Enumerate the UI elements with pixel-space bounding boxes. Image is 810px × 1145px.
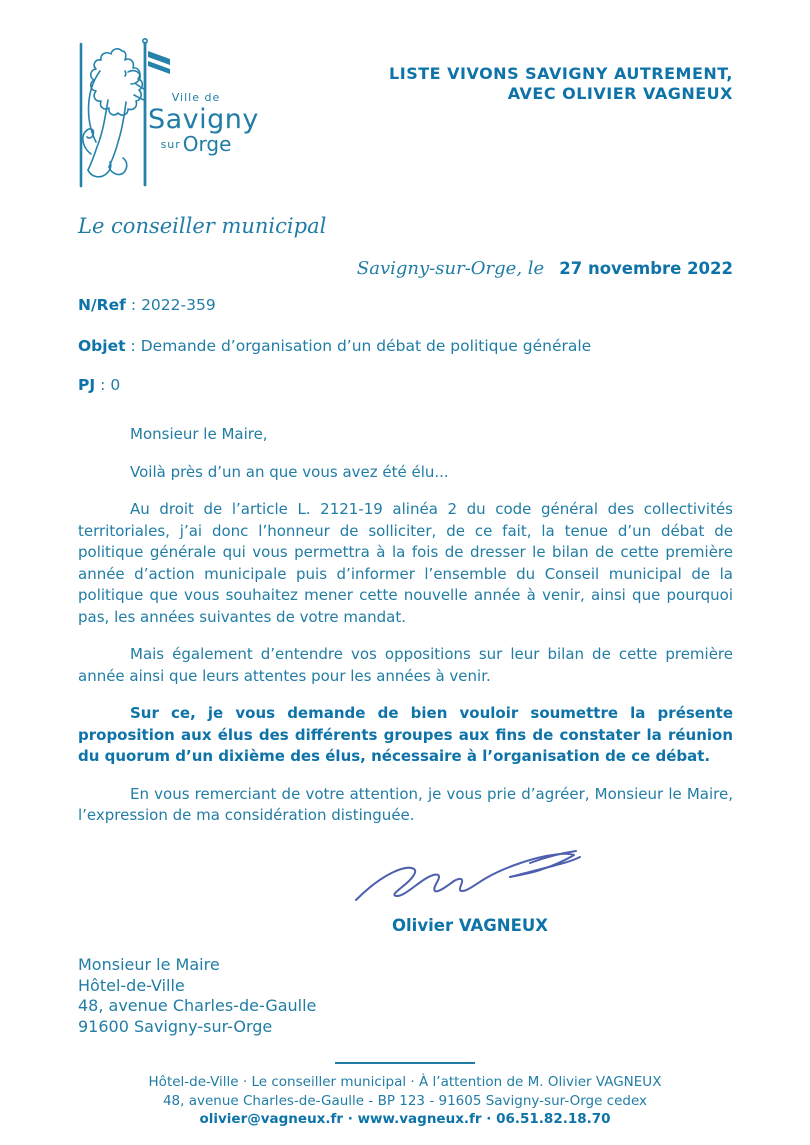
- recipient-line: Monsieur le Maire: [78, 955, 220, 974]
- logo-ville-de: Ville de: [171, 91, 221, 104]
- reference-colon: :: [130, 296, 137, 314]
- logo-orge: Orge: [182, 132, 232, 156]
- recipient-line: Hôtel-de-Ville: [78, 975, 185, 995]
- reference-label: N/Ref: [78, 296, 126, 314]
- logo-savigny: Savigny: [148, 104, 259, 135]
- footer-address-line2: 48, avenue Charles-de-Gaulle - BP 123 - 91605 Savigny-sur-Orge cedex: [162, 1092, 648, 1109]
- paragraph-opposition: Mais également d’entendre vos oppositions sur leur bilan de cette première année ainsi que leurs attentes pour les années à venir.: [78, 645, 733, 685]
- attachments-label: PJ: [78, 376, 96, 394]
- sender-title: Le conseiller municipal: [78, 214, 327, 238]
- attachments-value: 0: [110, 376, 121, 394]
- city-logo: [78, 38, 258, 190]
- signatory-name: Olivier VAGNEUX: [392, 916, 548, 935]
- dateline: [357, 258, 733, 279]
- reference-value: 2022-359: [141, 296, 216, 314]
- recipient-line: 48, avenue Charles-de-Gaulle: [78, 996, 317, 1015]
- logo-sur: sur: [160, 138, 181, 151]
- attachments-colon: :: [100, 376, 106, 394]
- masthead: [389, 64, 733, 104]
- paragraph-proposal-bold: Sur ce, je vous demande de bien vouloir soumettre la présente proposition aux élus des différents groupes aux fins de constater la réunion du quorum d’un dixième des élus, nécessaire à l’organisation de ce débat.: [78, 704, 733, 765]
- recipient-line: 91600 Savigny-sur-Orge: [78, 1016, 273, 1036]
- subject-row: [78, 337, 591, 355]
- paragraph-closing: En vous remerciant de votre attention, je vous prie d’agréer, Monsieur le Maire, l’expression de ma considération distinguée.: [78, 784, 733, 824]
- handwritten-signature-icon: [350, 846, 590, 908]
- reference-row: [78, 296, 216, 314]
- recipient-address: [78, 955, 316, 1037]
- subject-value: Demande d’organisation d’un débat de politique générale: [140, 337, 592, 355]
- attachments-row: [78, 376, 120, 394]
- city-logo-text: [148, 91, 259, 156]
- signature-block: [335, 846, 605, 935]
- logo-sur-orge: [148, 134, 244, 154]
- masthead-line1: LISTE VIVONS SAVIGNY AUTREMENT,: [389, 64, 733, 83]
- paragraph-intro: Voilà près d’un an que vous avez été élu...: [130, 462, 449, 481]
- page-footer: [0, 1062, 810, 1129]
- footer-divider: [335, 1062, 475, 1064]
- dateline-place: Savigny-sur-Orge, le: [356, 258, 545, 279]
- masthead-line2: AVEC OLIVIER VAGNEUX: [507, 84, 733, 103]
- subject-colon: :: [130, 337, 136, 355]
- footer-contact-line: olivier@vagneux.fr · www.vagneux.fr · 06.51.82.18.70: [199, 1111, 611, 1127]
- salutation: Monsieur le Maire,: [130, 425, 268, 443]
- letter-body: [78, 424, 733, 843]
- subject-label: Objet: [78, 337, 126, 355]
- paragraph-request: Au droit de l’article L. 2121-19 alinéa 2 du code général des collectivités territoriales, j’ai donc l’honneur de solliciter, de ce fait, la tenue d’un débat de politique générale qui vous permettra à la fois de dresser le bilan de cette première année d’action municipale puis d’informer l’ensemble du Conseil municipal de la politique que vous souhaitez mener cette nouvelle année à venir, ainsi que pourquoi pas, les années suivantes de votre mandat.: [78, 500, 733, 626]
- dateline-date: 27 novembre 2022: [559, 259, 733, 278]
- footer-address-line1: Hôtel-de-Ville · Le conseiller municipal · À l’attention de M. Olivier VAGNEUX: [148, 1074, 662, 1090]
